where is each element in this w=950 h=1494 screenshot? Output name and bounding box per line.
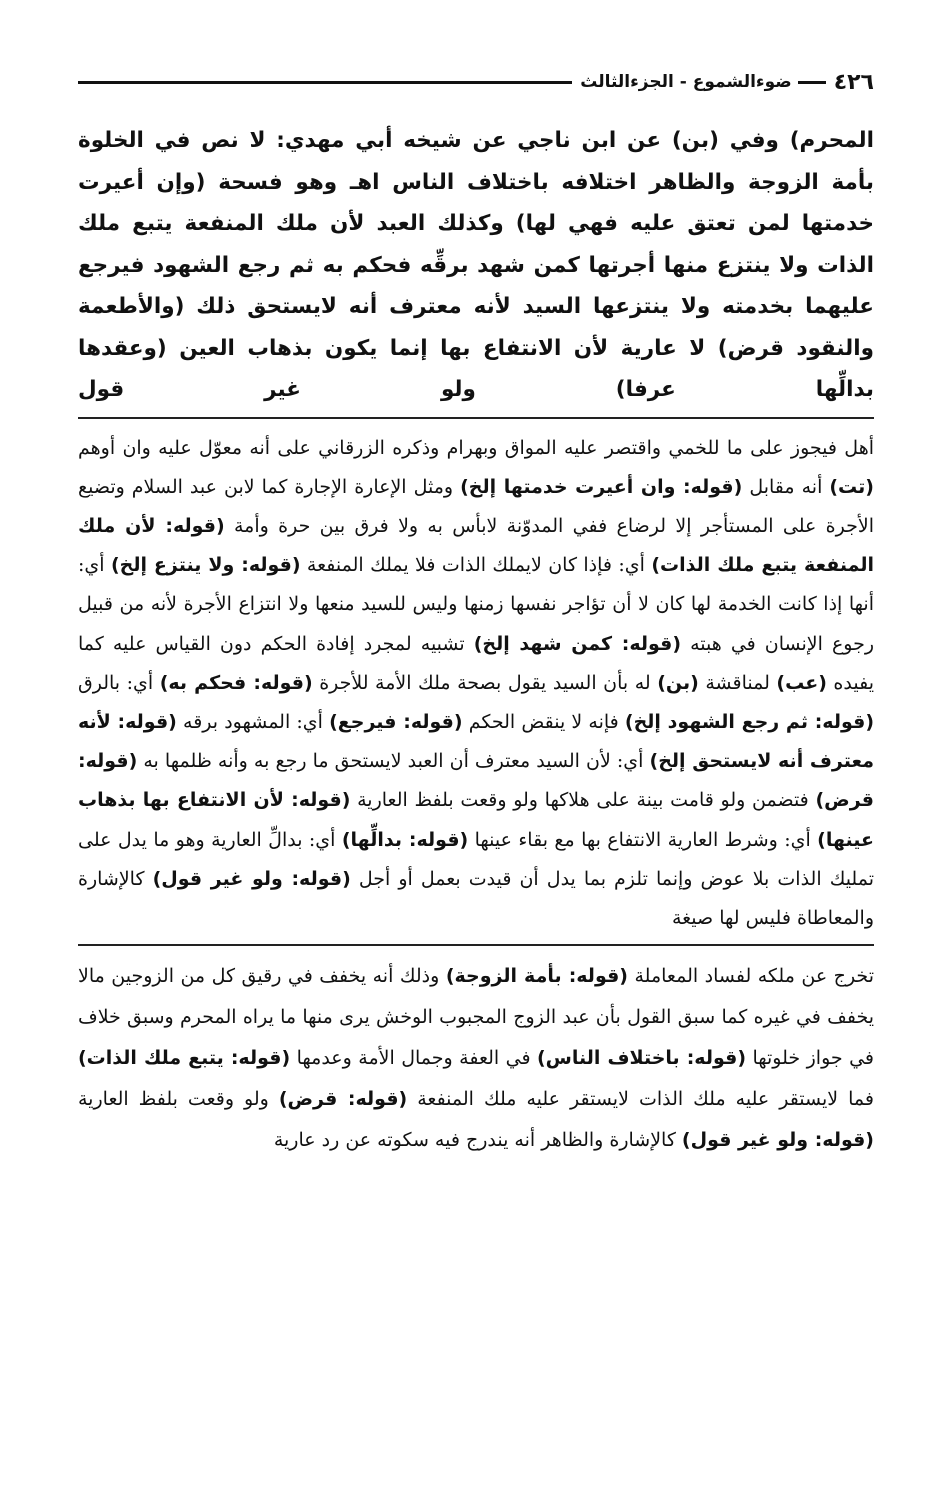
running-header xyxy=(78,62,874,102)
commentary-text: أنه مقابل xyxy=(742,475,830,498)
commentary-text: ومثل الإعارة الإجارة كما لابن عبد السلام وتضيع الأجرة على المستأجر إلا لرضاع ففي المدوّنة لابأس به ولا فرق بين حرة وأمة xyxy=(78,475,874,537)
page-number: ٤٢٦ xyxy=(833,69,874,95)
commentary-text: أي: أنها إذا كانت الخدمة لها كان لا أن تؤاجر نفسها زمنها وليس للسيد منعها ولا انتزاع الأجرة لأنه من قبيل رجوع الإنسان في هبته xyxy=(78,554,875,655)
section-divider xyxy=(78,944,874,946)
commentary-text: ولو وقعت بلفظ العارية xyxy=(78,1088,279,1111)
commentary-text: أي: فإذا كان لايملك الذات فلا يملك المنفعة xyxy=(300,554,652,577)
commentary-citation: (قوله: لأن الانتفاع بها بذهاب عينها) xyxy=(78,789,874,851)
second-commentary xyxy=(78,956,874,1161)
commentary-citation: (قوله: ثم رجع الشهود إلخ) xyxy=(624,710,874,733)
commentary-citation: (قوله: ولو غير قول) xyxy=(152,867,351,890)
commentary-text: لمناقشة xyxy=(698,671,777,694)
header-rule xyxy=(78,81,572,84)
commentary-citation: (قوله: بأمة الزوجة) xyxy=(445,965,628,988)
commentary-text: أي: وشرط العارية الانتفاع بها مع بقاء عينها xyxy=(468,828,818,851)
commentary-text: كالإشارة والظاهر أنه يندرج فيه سكوته عن رد عارية xyxy=(273,1129,682,1152)
commentary-text: كالإشارة والمعاطاة فليس لها صيغة xyxy=(78,867,874,929)
commentary-citation: (قوله: لأن ملك المنفعة يتبع ملك الذات) xyxy=(78,514,875,577)
commentary-text: وذلك أنه يخفف في رقيق كل من الزوجين مالا يخفف في غيره كما سبق القول بأن عبد الزوج المجبوب الوخش يرى منها ما يراه المحرم وسبق خلاف في جواز خلوتها xyxy=(78,965,874,1070)
commentary-paragraph xyxy=(78,429,874,939)
commentary-text: له بأن السيد يقول بصحة ملك الأمة للأجرة xyxy=(312,671,658,694)
book-title: ضوءالشموع - الجزءالثالث xyxy=(580,72,792,92)
commentary-text: أي: بالرق xyxy=(78,671,160,694)
commentary-citation: (قوله: فيرجع) xyxy=(329,710,463,733)
commentary-text: فما لايستقر عليه ملك الذات لايستقر عليه ملك المنفعة xyxy=(407,1088,874,1111)
commentary-citation: (قوله: باختلاف الناس) xyxy=(537,1047,747,1070)
commentary-text: تخرج عن ملكه لفساد المعاملة xyxy=(627,965,874,988)
commentary-citation: (قوله: وان أعيرت خدمتها إلخ) xyxy=(460,475,743,498)
page xyxy=(78,62,874,1161)
commentary-citation: (قوله: فحكم به) xyxy=(159,671,313,694)
commentary-citation: (قوله: ولا ينتزع إلخ) xyxy=(110,554,301,577)
second-commentary-paragraph xyxy=(78,956,874,1161)
main-text xyxy=(78,120,874,411)
commentary-text: فإنه لا ينقض الحكم xyxy=(462,710,625,733)
main-text-paragraph: المحرم) وفي (بن) عن ابن ناجي عن شيخه أبي مهدي: لا نص في الخلوة بأمة الزوجة والظاهر اختلافه باختلاف الناس اهـ وهو فسحة (وإن أعيرت خدمتها لمن تعتق عليه فهي لها) وكذلك العبد لأن ملك المنفعة يتبع ملك الذات ولا ينتزع منها أجرتها كمن شهد برقِّه فحكم به ثم رجع الشهود فيرجع عليهما بخدمته ولا ينتزعها السيد لأنه معترف أنه لايستحق ذلك (والأطعمة والنقود قرض) لا عارية لأن الانتفاع بها إنما يكون بذهاب العين (وعقدها بدالِّها عرفا) ولو غير قول xyxy=(78,128,874,402)
commentary-citation: (قوله: قرض) xyxy=(278,1088,408,1111)
section-divider xyxy=(78,417,874,419)
header-rule xyxy=(798,81,826,84)
commentary-citation: (قوله: لأنه معترف أنه لايستحق إلخ) xyxy=(78,710,874,773)
commentary-text: أهل فيجوز على ما للخمي واقتصر عليه المواق وبهرام وذكره الزرقاني على أنه معوّل عليه وان أوهم xyxy=(78,436,874,459)
commentary-citation: (عب) xyxy=(776,671,827,694)
commentary-citation: (قوله: بدالِّها) xyxy=(341,828,469,851)
commentary-citation: (بن) xyxy=(657,671,699,694)
commentary-citation: (قوله: قرض) xyxy=(78,750,874,812)
commentary-citation: (قوله: ولو غير قول) xyxy=(681,1129,874,1152)
commentary-text: أي: المشهود برقه xyxy=(176,710,330,733)
commentary-citation: (قوله: كمن شهد إلخ) xyxy=(473,632,682,655)
commentary-text: أي: بدالِّ العارية وهو ما يدل على تمليك الذات بلا عوض وإنما تلزم بما يدل أن قيدت بعمل أو أجل xyxy=(78,828,874,890)
commentary xyxy=(78,429,874,939)
commentary-citation: (تت) xyxy=(829,475,874,498)
commentary-text: تشبيه لمجرد إفادة الحكم دون القياس عليه كما يفيده xyxy=(78,632,874,694)
commentary-text: فتضمن ولو قامت بينة على هلاكها ولو وقعت بلفظ العارية xyxy=(350,789,816,812)
commentary-text: أي: لأن السيد معترف أن العبد لايستحق ما رجع به وأنه ظلمها به xyxy=(137,750,650,773)
commentary-citation: (قوله: يتبع ملك الذات) xyxy=(78,1047,291,1070)
commentary-text: في العفة وجمال الأمة وعدمها xyxy=(290,1047,537,1070)
